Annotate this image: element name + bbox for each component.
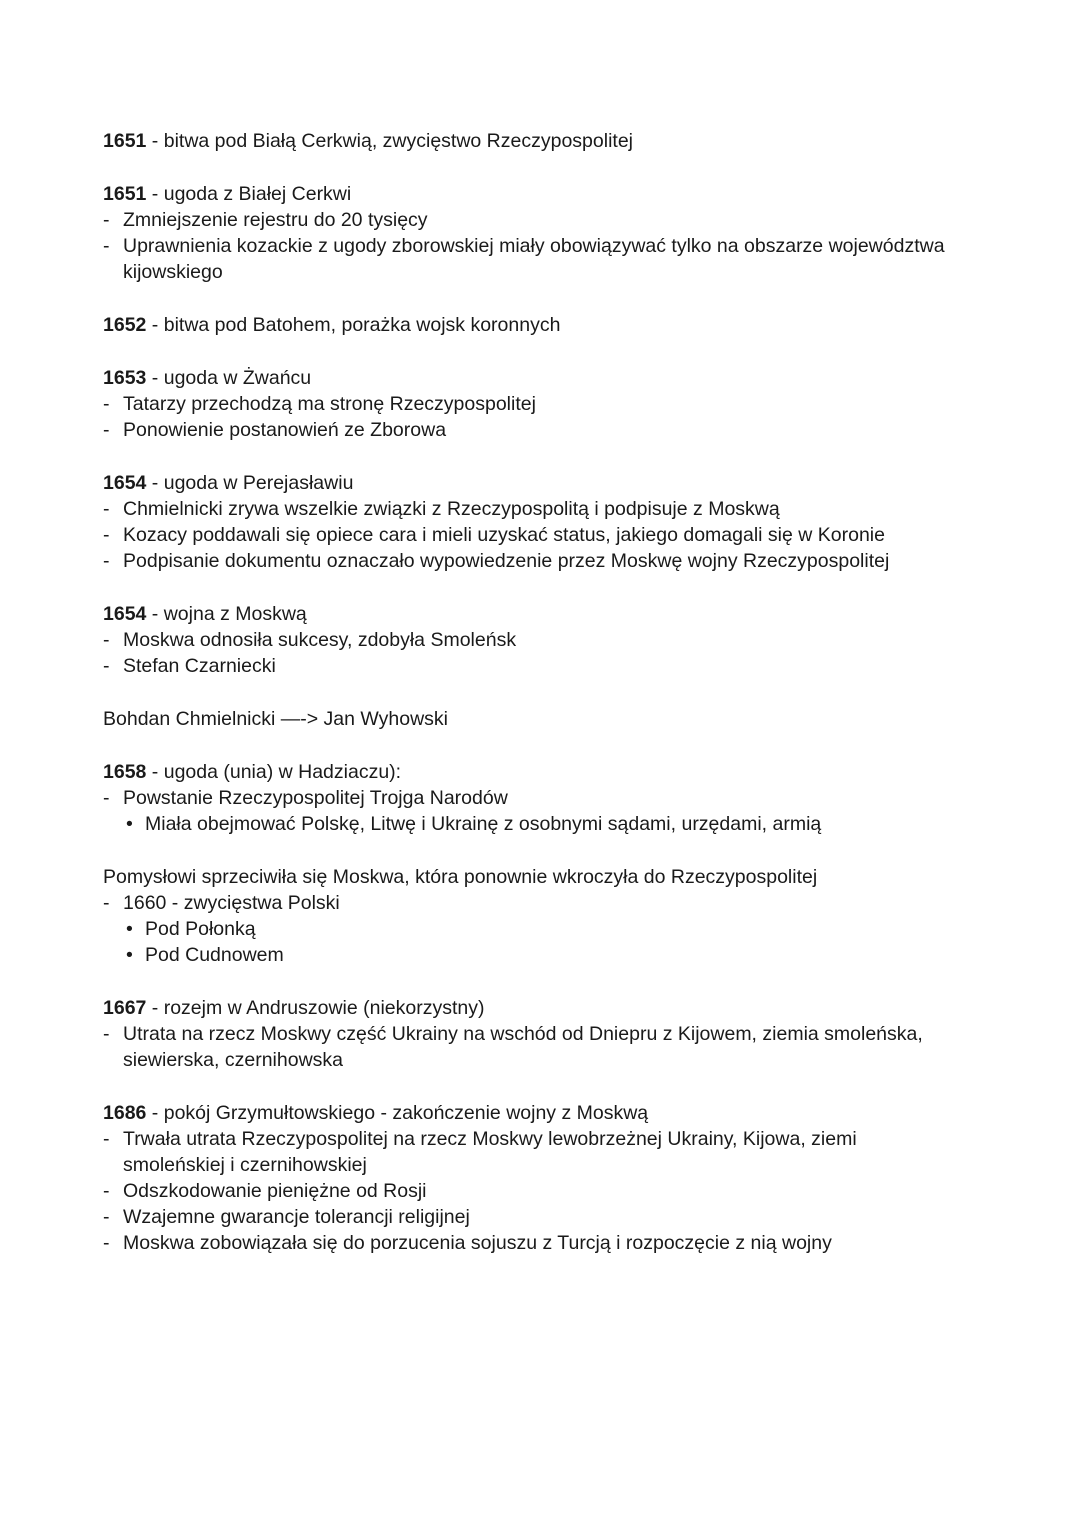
list-item: - Moskwa zobowiązała się do porzucenia sojuszu z Turcją i rozpoczęcie z nią wojny [103,1232,832,1254]
plain-line: Bohdan Chmielnicki —-> Jan Wyhowski [103,708,449,730]
list-item: - Chmielnicki zrywa wszelkie związki z Rzeczypospolitą i podpisuje z Moskwą [103,498,780,520]
section-year: 1654 [103,472,147,494]
sub-list-item-text: Pod Cudnowem [145,944,284,966]
list-item-text: Trwała utrata Rzeczypospolitej na rzecz Moskwy lewobrzeżnej Ukrainy, Kijowa, ziemi smoleńskiej i czernihowskiej [123,1128,857,1176]
section-1654-ugoda [103,470,1003,574]
section-year: 1651 [103,130,147,152]
section-1667 [103,995,1003,1073]
section-1651-ugoda [103,181,1003,285]
list-item-text: Powstanie Rzeczypospolitej Trojga Narodów [123,787,508,809]
section-title: - pokój Grzymułtowskiego - zakończenie wojny z Moskwą [146,1102,649,1124]
section-year: 1651 [103,183,147,205]
sub-list-item: • Pod Cudnowem [126,944,284,966]
section-1652 [103,312,1003,338]
section-year: 1686 [103,1102,147,1124]
list-item-text: Zmniejszenie rejestru do 20 tysięcy [123,209,428,231]
section-1651-battle [103,128,1003,154]
list-item-text: Wzajemne gwarancje tolerancji religijnej [123,1206,470,1228]
section-title: - ugoda w Perejasławiu [146,472,354,494]
section-title: - rozejm w Andruszowie (niekorzystny) [146,997,485,1019]
list-item-text: Chmielnicki zrywa wszelkie związki z Rzeczypospolitą i podpisuje z Moskwą [123,498,780,520]
section-title: - wojna z Moskwą [146,603,307,625]
list-item: - Zmniejszenie rejestru do 20 tysięcy [103,209,428,231]
list-item-text: Stefan Czarniecki [123,655,276,677]
notes-page [103,128,1003,1283]
section-1654-war [103,601,1003,679]
list-item: - Moskwa odnosiła sukcesy, zdobyła Smoleńsk [103,629,517,651]
section-moscow-invasion [103,864,1003,968]
list-item-text: Uprawnienia kozackie z ugody zborowskiej miały obowiązywać tylko na obszarze województwa kijowskiego [123,235,945,283]
section-heading [103,759,1003,785]
section-hetman-succession [103,706,1003,732]
section-heading [103,128,1003,154]
section-title: - bitwa pod Białą Cerkwią, zwycięstwo Rzeczypospolitej [146,130,633,152]
section-heading [103,1100,1003,1126]
list-item: - Ponowienie postanowień ze Zborowa [103,419,447,441]
list-item: - Stefan Czarniecki [103,655,276,677]
section-title: - ugoda w Żwańcu [146,367,312,389]
list-item-text: Odszkodowanie pieniężne od Rosji [123,1180,427,1202]
plain-line: Pomysłowi sprzeciwiła się Moskwa, która ponownie wkroczyła do Rzeczypospolitej [103,866,818,888]
sub-list-item: • Pod Połonką [126,918,256,940]
list-item-text: 1660 - zwycięstwa Polski [123,892,340,914]
section-1658 [103,759,1003,837]
list-item: - Kozacy poddawali się opiece cara i mieli uzyskać status, jakiego domagali się w Koronie [103,524,885,546]
sub-list-item-text: Miała obejmować Polskę, Litwę i Ukrainę z osobnymi sądami, urzędami, armią [145,813,822,835]
list-item: - Wzajemne gwarancje tolerancji religijnej [103,1206,470,1228]
section-heading [103,365,1003,391]
list-item: - Powstanie Rzeczypospolitej Trojga Narodów [103,787,508,809]
sub-list-item-text: Pod Połonką [145,918,256,940]
list-item: - Uprawnienia kozackie z ugody zborowskiej miały obowiązywać tylko na obszarze województwa kijowskiego [103,235,945,283]
section-year: 1658 [103,761,147,783]
list-item-text: Ponowienie postanowień ze Zborowa [123,419,447,441]
list-item-text: Tatarzy przechodzą ma stronę Rzeczypospolitej [123,393,536,415]
sub-list-item: • Miała obejmować Polskę, Litwę i Ukrainę z osobnymi sądami, urzędami, armią [126,813,822,835]
section-1686 [103,1100,1003,1256]
list-item: - Utrata na rzecz Moskwy część Ukrainy na wschód od Dniepru z Kijowem, ziemia smoleńska, siewierska, czernihowska [103,1023,923,1071]
section-heading [103,312,1003,338]
list-item: - Odszkodowanie pieniężne od Rosji [103,1180,427,1202]
list-item: - Trwała utrata Rzeczypospolitej na rzecz Moskwy lewobrzeżnej Ukrainy, Kijowa, ziemi smoleńskiej i czernihowskiej [103,1128,857,1176]
section-year: 1652 [103,314,147,336]
list-item-text: Moskwa zobowiązała się do porzucenia sojuszu z Turcją i rozpoczęcie z nią wojny [123,1232,832,1254]
list-item: - Podpisanie dokumentu oznaczało wypowiedzenie przez Moskwę wojny Rzeczypospolitej [103,550,890,572]
section-year: 1654 [103,603,147,625]
list-item-text: Moskwa odnosiła sukcesy, zdobyła Smoleńsk [123,629,517,651]
section-heading [103,470,1003,496]
section-title: - bitwa pod Batohem, porażka wojsk koronnych [146,314,561,336]
section-title: - ugoda z Białej Cerkwi [146,183,352,205]
section-title: - ugoda (unia) w Hadziaczu): [146,761,402,783]
section-heading [103,995,1003,1021]
section-heading [103,181,1003,207]
section-1653 [103,365,1003,443]
section-heading [103,601,1003,627]
list-item-text: Utrata na rzecz Moskwy część Ukrainy na wschód od Dniepru z Kijowem, ziemia smoleńska, siewierska, czernihowska [123,1023,923,1071]
section-year: 1667 [103,997,147,1019]
list-item-text: Kozacy poddawali się opiece cara i mieli uzyskać status, jakiego domagali się w Koronie [123,524,885,546]
list-item-text: Podpisanie dokumentu oznaczało wypowiedzenie przez Moskwę wojny Rzeczypospolitej [123,550,890,572]
list-item: - 1660 - zwycięstwa Polski [103,892,340,914]
section-year: 1653 [103,367,147,389]
list-item: - Tatarzy przechodzą ma stronę Rzeczypospolitej [103,393,536,415]
